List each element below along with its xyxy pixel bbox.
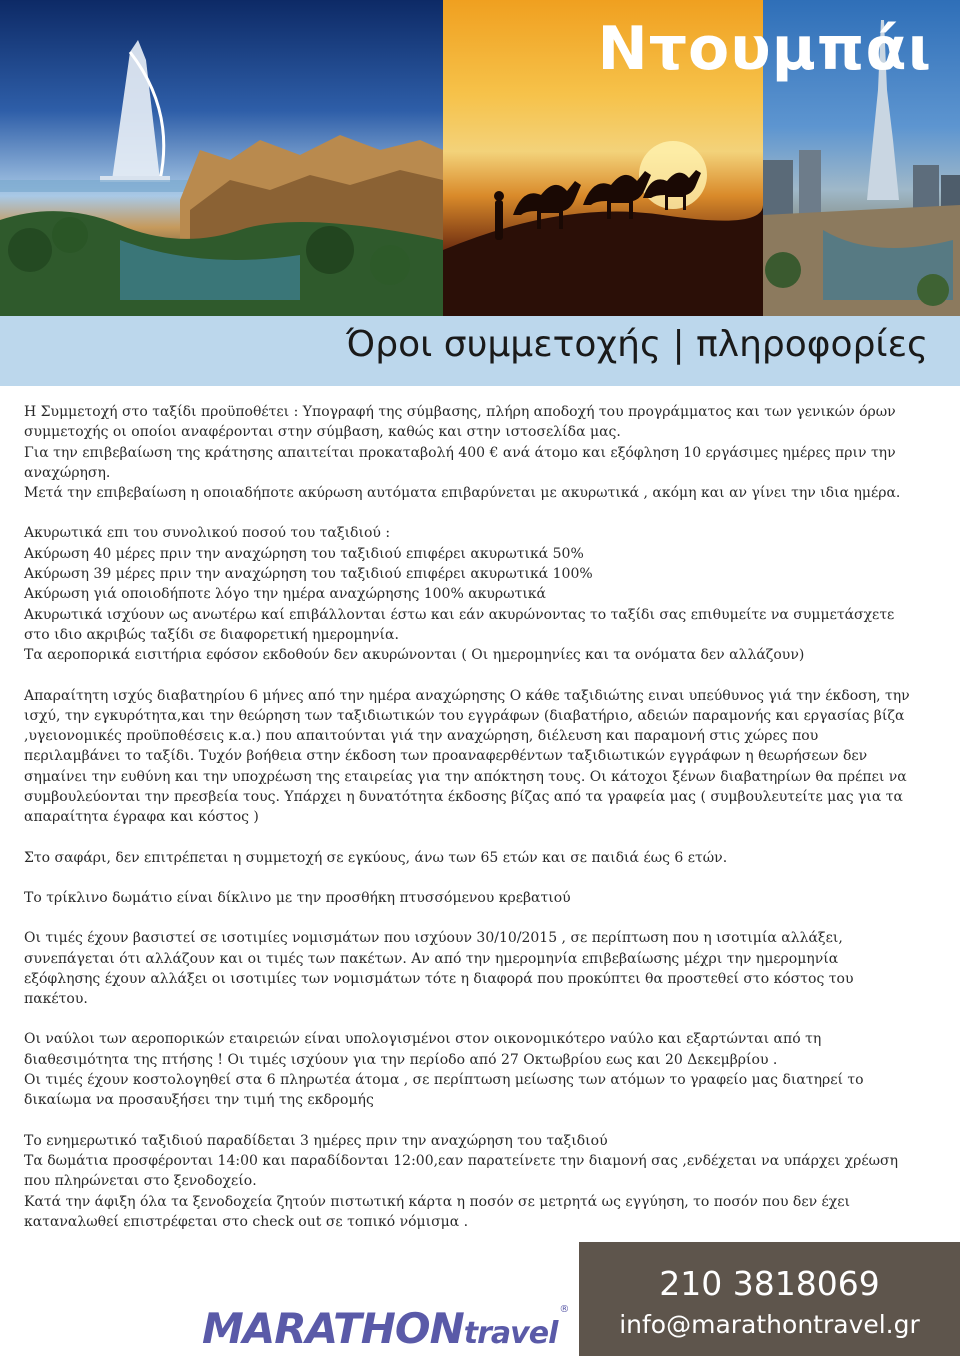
text-line: Οι ναύλοι των αεροπορικών εταιρειών είναι υπολογισμένοι στον οικονομικότερο ναύλο και εξαρτώνται από τη διαθεσιμότητα της πτήσης ! Οι τιμές ισχύουν για την περίοδο από 27 Οκτωβρίου εως και 20 Δεκεμβρίου . [24,1031,822,1068]
banner-title: Όροι συμμετοχής | πληροφορίες [346,324,929,365]
paragraph-triple-room [24,888,914,908]
paragraph-passport [24,686,914,828]
text-line: Ακυρωτικά επι του συνολικού ποσού του ταξιδιού : [24,525,391,542]
marathon-travel-logo [202,1304,569,1354]
text-line: Ακύρωση 40 μέρες πριν την αναχώρηση του ταξιδιού επιφέρει ακυρωτικά 50% [24,545,584,562]
text-line: Στο σαφάρι, δεν επιτρέπεται η συμμετοχή σε εγκύους, άνω των 65 ετών και σε παιδιά έως 6 ετών. [24,849,728,866]
burj-al-arab-illustration [0,0,443,316]
text-line: Απαραίτητη ισχύς διαβατηρίου 6 μήνες από την ημέρα αναχώρησης Ο κάθε ταξιδιώτης ειναι υπεύθυνος γιά την έκδοση, την ισχύ, την εγκυρότητα,και την θεώρηση των ταξιδιωτικών του εγγράφων (διαβατήριο, αδειών παραμονής και εργασίας βίζα ,υγειονομικές προϋποθέσεις κ.α.) που απαιτούνται γιά την αναχώρηση, διέλευση και παραμονή στις χώρες που περιλαμβάνει το ταξίδι. Τυχόν βοήθεια στην έκδοση των προαναφερθέντων ταξιδιωτικών εγγράφων η θεωρήσεων δεν σημαίνει την ευθύνη και την υποχρέωση της εταιρείας για την απόκτηση τους. Οι κάτοχοι ξένων διαβατηρίων θα πρέπει να συμβουλεύονται την πρεσβεία τους. Υπάρχει η δυνατότητα έκδοσης βίζας από τα γραφεία μας ( συμβουλευτείτε μας για τα απαραίτητα έγραφα και κόστος ) [24,687,910,826]
paragraph-safari [24,848,914,868]
paragraph-participation [24,402,914,503]
registered-mark: ® [559,1304,570,1315]
email-address[interactable]: info@marathontravel.gr [619,1310,920,1339]
photo-burj-al-arab [0,0,443,316]
contact-box [579,1242,960,1356]
terms-text [24,402,914,1252]
info-banner [0,316,960,386]
text-line: Κατά την άφιξη όλα τα ξενοδοχεία ζητούν πιστωτική κάρτα η ποσόν σε μετρητά ως εγγύηση, το ποσόν που δεν έχει καταναλωθεί επιστρέφεται στο check out σε τοπικό νόμισμα . [24,1193,851,1230]
paragraph-cancellation [24,523,914,665]
text-line: Τα δωμάτια προσφέρονται 14:00 και παραδίδονται 12:00,εαν παρατείνετε την διαμονή σας ,ενδέχεται να υπάρχει χρέωση που πληρώνεται στο ξενοδοχείο. [24,1152,898,1190]
text-line: Οι τιμές έχουν κοστολογηθεί στα 6 πληρωτέα άτομα , σε περίπτωση μείωσης των ατόμων το γραφείο μας διατηρεί το δικαίωμα να προσαυξήσει την τιμή της εκδρομής [24,1072,864,1109]
paragraph-hotel-info [24,1131,914,1232]
text-line: Ακύρωση γιά οποιοδήποτε λόγο την ημέρα αναχώρησης 100% ακυρωτικά [24,586,547,603]
text-line: Τα αεροπορικά εισιτήρια εφόσον εκδοθούν δεν ακυρώνονται ( Οι ημερομηνίες και τα ονόματα δεν αλλάζουν) [24,647,805,664]
text-line: Ακυρωτικά ισχύουν ως ανωτέρω καί επιβάλλονται έστω και εάν ακυρώνοντας το ταξίδι σας επιθυμείτε να συμμετάσχετε στο ιδιο ακριβώς ταξίδι σε διαφορετική ημερομηνία. [24,606,895,643]
text-line: Οι τιμές έχουν βασιστεί σε ισοτιμίες νομισμάτων που ισχύουν 30/10/2015 , σε περίπτωση που η ισοτιμία αλλάξει, συνεπάγεται ότι αλλάζουν και οι τιμές των πακέτων. Αν από την ημερομηνία επιβεβαίωσης μέχρι την ημερομηνία εξόφλησης έχουν αλλάξει οι ισοτιμίες των νομισμάτων τότε η διαφορά που προκύπτει θα προστεθεί στο κόστος του πακέτου. [24,930,854,1008]
logo-wordmark: MARATHON [202,1304,464,1353]
text-line: Ακύρωση 39 μέρες πριν την αναχώρηση του ταξιδιού επιφέρει ακυρωτικά 100% [24,566,593,583]
destination-title: Ντουμπάι [597,14,932,84]
text-line: Για την επιβεβαίωση της κράτησης απαιτείται προκαταβολή 400 € ανά άτομο και εξόφληση 10 εργάσιμες ημέρες πριν την αναχώρηση. [24,444,896,481]
paragraph-exchange-rates [24,928,914,1009]
text-line: Το ενημερωτικό ταξιδιού παραδίδεται 3 ημέρες πριν την αναχώρηση του ταξιδιού [24,1132,608,1149]
paragraph-airfares [24,1029,914,1110]
text-line: Μετά την επιβεβαίωση η οποιαδήποτε ακύρωση αυτόματα επιβαρύνεται με ακυρωτικά , ακόμη και αν γίνει την ιδια ημέρα. [24,485,901,502]
text-line: Η Συμμετοχή στο ταξίδι προϋποθέτει : Υπογραφή της σύμβασης, πλήρη αποδοχή του προγράμματος και των γενικών όρων συμμετοχής οι οποίοι αναφέρονται στην σύμβαση, καθώς και στην ιστοσελίδα μας. [24,404,896,441]
hero-photo-collage [0,0,960,316]
logo-subword: travel [463,1316,558,1351]
phone-number[interactable]: 210 3818069 [659,1264,880,1303]
text-line: Το τρίκλινο δωμάτιο είναι δίκλινο με την προσθήκη πτυσσόμενου κρεβατιού [24,889,571,906]
